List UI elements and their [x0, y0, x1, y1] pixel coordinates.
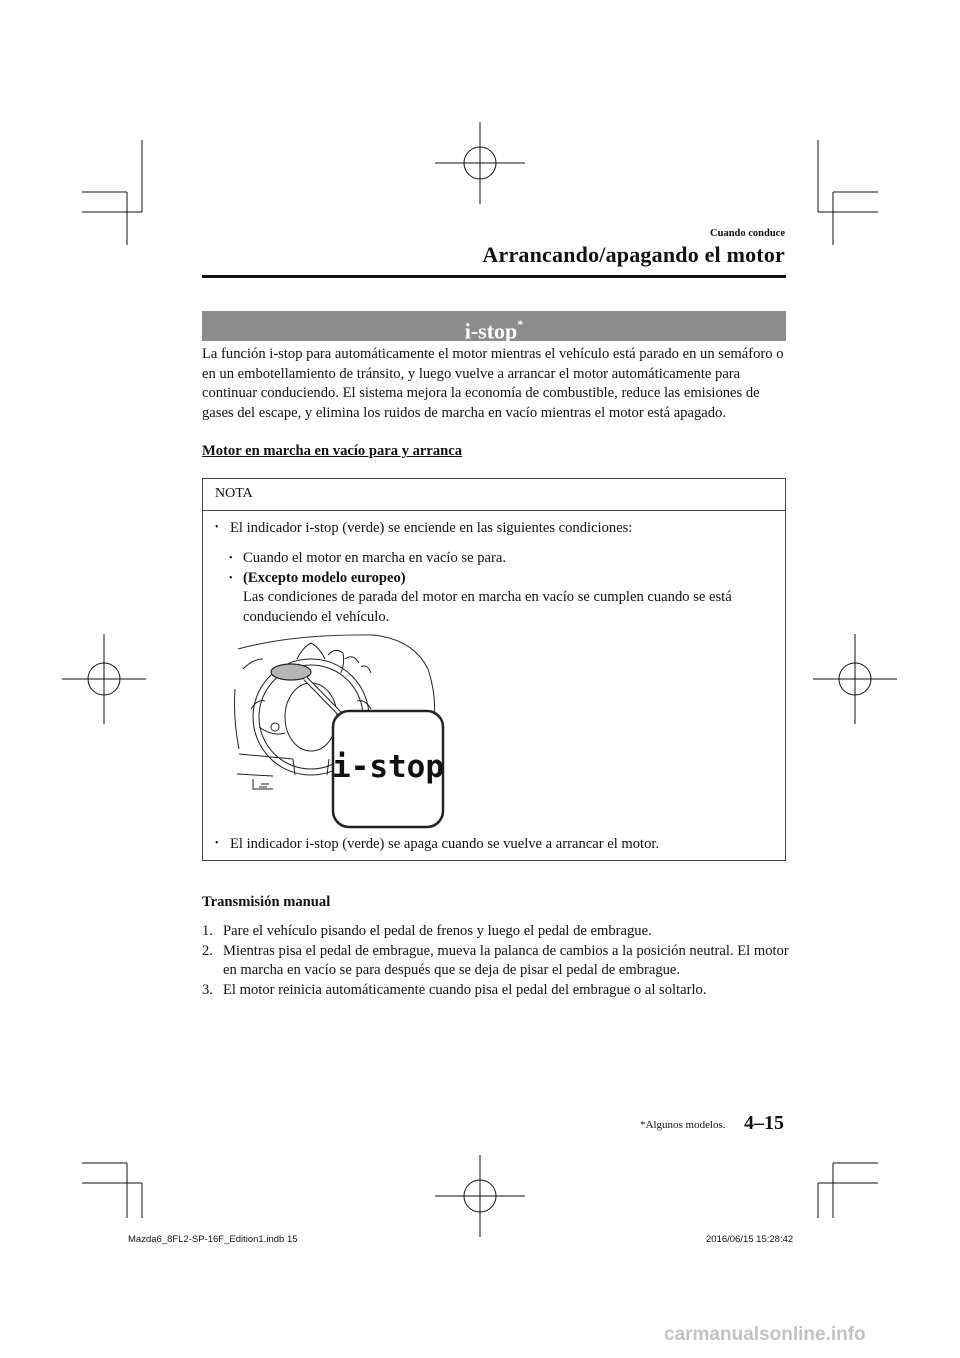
section-banner [202, 311, 786, 344]
section-title: i-stop [464, 318, 518, 344]
chapter-label: Cuando conduce [710, 228, 785, 239]
step-text: Mientras pisa el pedal de embrague, mueva la palanca de cambios a la posición neutral. El motor en marcha en vacío se para después que se deja de pisar el pedal de embrague. [223, 942, 789, 978]
istop-indicator-label: i-stop [332, 749, 444, 785]
page-title: Arrancando/apagando el motor [482, 242, 785, 267]
step-text: Pare el vehículo pisando el pedal de frenos y luego el pedal de embrague. [223, 923, 652, 939]
page-number: 4–15 [744, 1112, 784, 1134]
note-bullet [215, 835, 775, 856]
footnote-marker: * [517, 317, 524, 331]
step-number: 3. [202, 981, 213, 998]
step-number: 2. [202, 942, 213, 959]
watermark: carmanualsonline.info [664, 1324, 866, 1345]
note-bullet-text: El indicador i-stop (verde) se enciende en las siguientes condiciones: [230, 520, 633, 536]
header-rule [202, 275, 786, 278]
note-sub-list [229, 549, 779, 627]
note-bullet [215, 519, 775, 540]
step-item [202, 942, 792, 981]
note-bullet-text: El indicador i-stop (verde) se apaga cuando se vuelve a arrancar el motor. [230, 836, 660, 852]
list-item-bold: (Excepto modelo europeo) [243, 569, 406, 586]
list-item-text: Cuando el motor en marcha en vacío se para. [243, 550, 506, 566]
step-item [202, 981, 792, 1001]
note-title: NOTA [215, 486, 253, 501]
note-header [203, 479, 785, 511]
transmission-heading: Transmisión manual [202, 894, 331, 910]
list-item: • (Excepto modelo europeo) Las condiciones de parada del motor en marcha en vacío se cumplen cuando se está conduciendo el vehículo. [229, 569, 732, 625]
file-info: Mazda6_8FL2-SP-16F_Edition1.indb 15 [128, 1234, 298, 1245]
list-item: • Cuando el motor en marcha en vacío se para. [229, 550, 506, 566]
list-item-text: Las condiciones de parada del motor en marcha en vacío se cumplen cuando se está conduciendo el vehículo. [243, 589, 732, 625]
step-number: 1. [202, 923, 213, 939]
intro-paragraph: La función i-stop para automáticamente el motor mientras el vehículo está parado en un semáforo o en un embotellamiento de tránsito, y luego vuelve a arrancar el motor automáticamente para continuar conduciendo. El sistema mejora la economía de combustible, reduce las emisiones de gases del escape, y elimina los ruidos de marcha en vacío mientras el motor está apagado. [202, 346, 784, 421]
print-timestamp: 2016/06/15 15:28:42 [706, 1234, 794, 1245]
steps-list [202, 922, 792, 1000]
note-box [202, 478, 786, 861]
steering-wheel-illustration [233, 629, 458, 834]
subheading: Motor en marcha en vacío para y arranca [202, 443, 463, 459]
footnote: *Algunos modelos. [640, 1119, 726, 1131]
step-item [202, 922, 792, 942]
step-text: El motor reinicia automáticamente cuando pisa el pedal del embrague o al soltarlo. [223, 981, 707, 998]
